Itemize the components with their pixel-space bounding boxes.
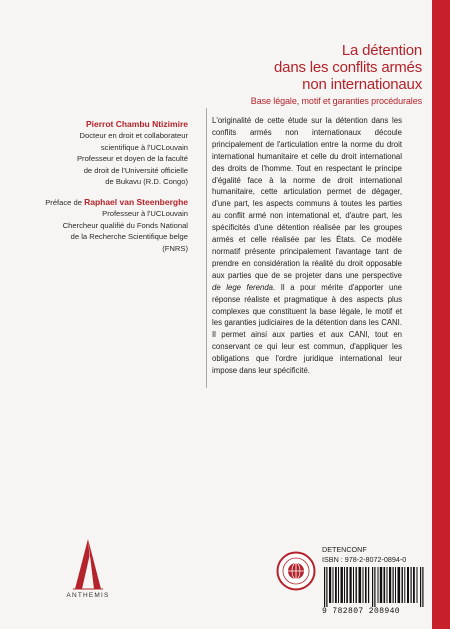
preface-bio-line: (FNRS) <box>162 243 188 253</box>
author-bio-line: de droit de l'Université officielle <box>83 165 188 175</box>
barcode-number: 9 782807 208940 <box>322 607 401 616</box>
author-bio-line: scientifique à l'UCLouvain <box>100 142 188 152</box>
preface-author-name: Raphael van Steenberghe <box>84 196 188 207</box>
author-info <box>18 118 188 254</box>
publisher-logo <box>66 538 110 606</box>
orbis-seal-icon <box>276 551 316 591</box>
subtitle: Base légale, motif et garanties procédurales <box>250 96 422 106</box>
preface-bio-line: Professeur à l'UCLouvain <box>102 209 188 218</box>
summary-text <box>212 115 402 377</box>
publisher-name: ANTHEMIS <box>66 592 110 599</box>
author-bio-line: de Bukavu (R.D. Congo) <box>105 177 188 186</box>
vertical-divider <box>206 108 207 388</box>
author-name: Pierrot Chambu Ntizimire <box>85 119 188 129</box>
summary-paragraph <box>212 115 402 377</box>
preface-prefix: Préface de <box>45 197 85 207</box>
summary-italic-phrase: de lege ferenda <box>212 282 274 292</box>
preface-bio-line: de la Recherche Scientifique belge <box>70 232 188 241</box>
author-bio-line: Docteur en droit et collaborateur <box>79 131 188 140</box>
title-line-2: dans les conflits armés <box>274 59 422 76</box>
isbn-text: ISBN : 978-2-8072-0894-0 <box>322 555 407 564</box>
title-block <box>162 42 422 106</box>
anthemis-a-icon <box>70 538 106 590</box>
barcode-bars-icon <box>322 567 426 607</box>
preface-line <box>18 197 188 209</box>
title-line-3: non internationaux <box>302 76 422 93</box>
summary-text-end: . Il a pour mérite d'apporter une réponse réaliste et pragmatique à des aspects plus complexes que constituent la base légale, le motif et les garanties judiciaires de la détention dans les CANI. Il permet ainsi aux parties et aux CANI, tout en conservant ce qui leur est commun, d'appliquer les obligations que l'ordre juridique international leur impose dans leur spécificité. <box>212 282 402 376</box>
author-bio-line: Professeur et doyen de la faculté <box>76 154 188 163</box>
barcode-info <box>322 545 426 565</box>
product-code: DETENCONF <box>322 545 367 554</box>
preface-bio-line: Chercheur qualifié du Fonds National <box>62 220 188 230</box>
barcode <box>322 567 426 617</box>
title-line-1: La détention <box>341 42 422 59</box>
summary-text-part: L'originalité de cette étude sur la détention dans les conflits armés non internationaux découle principalement de l'articulation entre la norme du droit international humanitaire et celle du droit international des droits de l'homme. Tout en respectant le principe d'égalité face à la norme de droit international humanitaire, cette articulation permet de dégager, d'une part, les aspects communs à toutes les parties au conflit armé non international et, d'autre part, les spécificités d'une détention réalisée par les groupes armés et celle réalisée par les États. Ce modèle normatif présente principalement l'avantage tant de prendre en considération la réalité du droit opposable aux parties que de se projeter dans une perspective <box>212 116 402 280</box>
red-spine-strip <box>432 0 450 629</box>
